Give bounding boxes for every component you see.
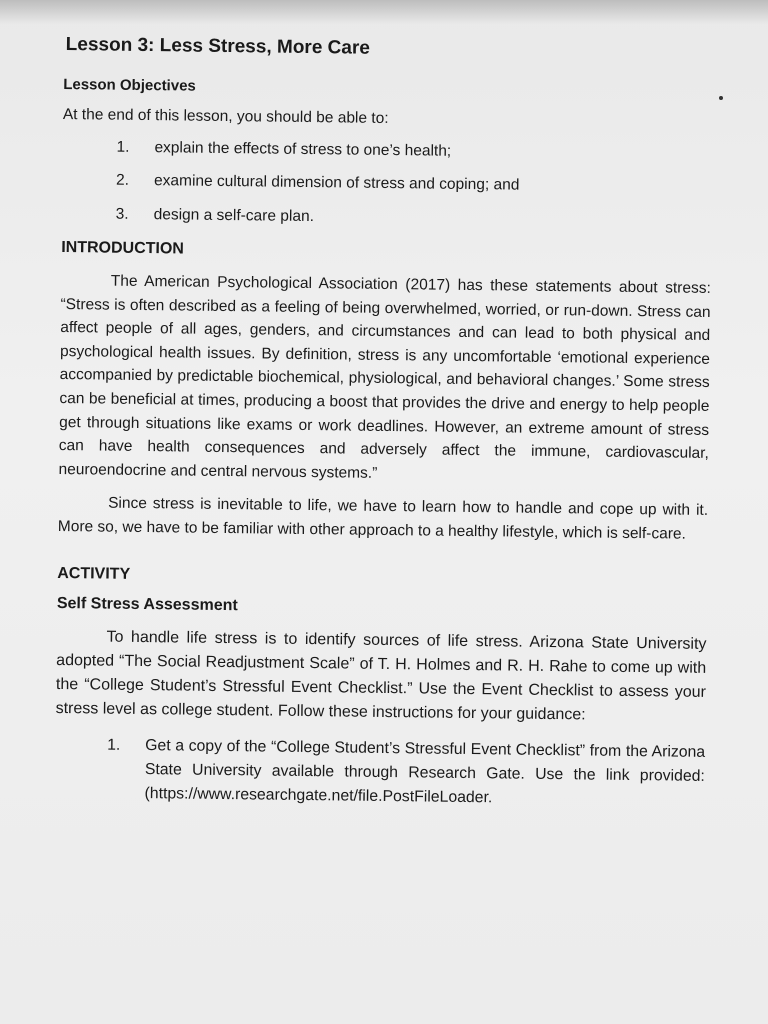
activity-paragraph: To handle life stress is to identify sources of life stress. Arizona State University adopted “The Social Readjustment Scale” of T. H. Holmes and R. H. Rahe to come up with the “College Student’s Stressful Event Checklist.” Use the Event Checklist to assess your stress level as college student. Follow these instructions for your guidance: bbox=[55, 628, 707, 724]
introduction-heading: INTRODUCTION bbox=[61, 239, 185, 258]
introduction-paragraph-1: The American Psychological Association (2017) has these statements about stress: “Stress is often described as a feeling of being overwhelmed, worried, or run-down. Stress can affect people of all ages, genders, and circumstances and can lead to both physical and psychological health issues. By definition, stress is any uncomfortable ‘emotional experience accompanied by predictable biochemical, physiological, and behavioral changes.’ Some stress can be beneficial at times, producing a boost that provides the drive and energy to help people get through situations like exams or work deadlines. However, an extreme amount of stress can have health consequences and adversely affect the immune, cardiovascular, neuroendocrine and central nervous systems.” bbox=[58, 272, 711, 482]
objective-item: 2. examine cultural dimension of stress and coping; and bbox=[115, 171, 520, 194]
objectives-lead: At the end of this lesson, you should be able to: bbox=[62, 105, 389, 127]
speck bbox=[719, 96, 723, 100]
objectives-list bbox=[62, 135, 713, 233]
page-content bbox=[54, 24, 714, 823]
activity-subheading: Self Stress Assessment bbox=[56, 594, 238, 614]
objectives-heading: Lesson Objectives bbox=[63, 75, 196, 95]
objective-item: 1. explain the effects of stress to one’s health; bbox=[116, 138, 452, 160]
activity-steps bbox=[54, 733, 705, 813]
activity-step-text: Get a copy of the “College Student’s Stressful Event Checklist” from the Arizona State University available through Research Gate. Use the link provided: (https://www.researchgate.net/file.PostFileLoader. bbox=[144, 736, 706, 806]
lesson-title: Lesson 3: Less Stress, More Care bbox=[65, 34, 370, 59]
objective-item: 3. design a self-care plan. bbox=[115, 205, 315, 225]
introduction-paragraph-2: Since stress is inevitable to life, we have to learn how to handle and cope up with it. More so, we have to be familiar with other approach to a healthy lifestyle, which is self-care. bbox=[57, 495, 709, 543]
activity-heading: ACTIVITY bbox=[57, 564, 131, 583]
activity-step: 1. Get a copy of the “College Student’s Stressful Event Checklist” from the Arizona State University available through Research Gate. Use the link provided: (https://www.researchgate.net/file.PostFileLoader. bbox=[107, 736, 706, 806]
